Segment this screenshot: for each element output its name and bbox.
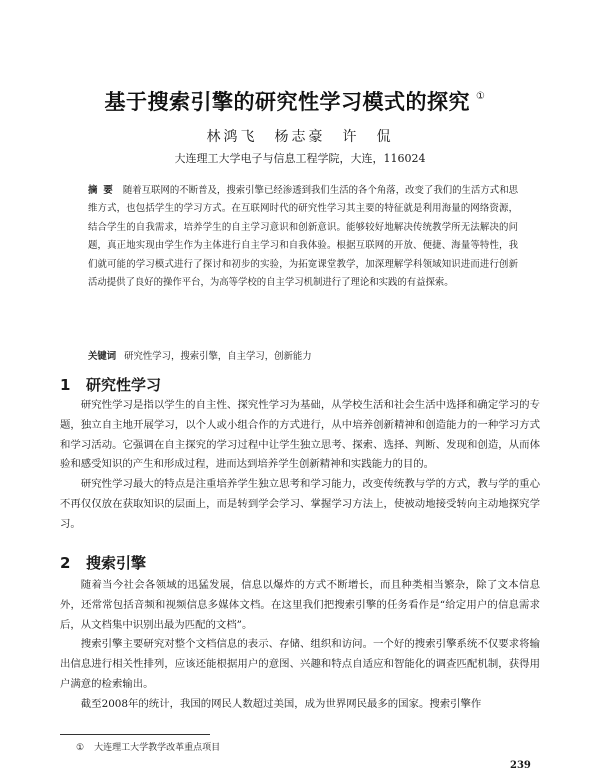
affiliation: 大连理工大学电子与信息工程学院，大连，116024 <box>174 152 426 165</box>
section-number: 2 <box>60 554 71 572</box>
footnote <box>76 740 220 753</box>
section-heading <box>60 552 146 573</box>
footnote-marker: ① <box>76 743 85 753</box>
keywords-text: 研究性学习，搜索引擎，自主学习，创新能力 <box>124 351 312 362</box>
section-body <box>60 576 540 715</box>
title-text: 基于搜索引擎的研究性学习模式的探究 <box>104 90 471 114</box>
paragraph: 截至2008年的统计，我国的网民人数超过美国，成为世界网民最多的国家。搜索引擎作 <box>80 697 482 710</box>
paragraph: 研究性学习是指以学生的自主性、探究性学习为基础，从学校生活和社会生活中选择和确定学习的专题，独立自主地开展学习，以个人或小组合作的方式进行，从中培养创新精神和创造能力的一种学习方式和学习活动。它强调在自主探究的学习过程中让学生独立思考、探索、选择、判断、发现和创造，从而体验和感受知识的产生和形成过程，进而达到培养学生创新精神和实践能力的目的。 <box>60 399 540 471</box>
paper-title <box>60 86 530 116</box>
keywords <box>88 348 518 362</box>
abstract-text: 随着互联网的不断普及，搜索引擎已经渗透到我们生活的各个角落，改变了我们的生活方式和思维方式，也包括学生的学习方式。在互联网时代的研究性学习其主要的特征就是利用海量的网络资源，结合学生的自我需求，培养学生的自主学习意识和创新意识。能够较好地解决传统教学所无法解决的问题，真正地实现由学生作为主体进行自主学习和自我体验。根据互联网的开放、便捷、海量等特性，我们就可能的学习模式进行了探讨和初步的实验，为拓宽课堂教学，加深理解学科领域知识进而进行创新活动提供了良好的操作平台，为高等学校的自主学习机制进行了理论和实践的有益探索。 <box>88 185 518 289</box>
paragraph: 研究性学习最大的特点是注重培养学生独立思考和学习能力，改变传统教与学的方式，教与学的重心不再仅仅放在获取知识的层面上，而是转到学会学习、掌握学习方法上，使被动地接受转向主动地探究学习。 <box>60 478 540 530</box>
section-number: 1 <box>60 376 71 394</box>
title-footnote-marker: ① <box>476 91 486 102</box>
footnote-text: 大连理工大学教学改革重点项目 <box>94 743 221 753</box>
abstract-label: 摘要 <box>88 185 119 196</box>
keywords-label: 关键词 <box>88 351 117 362</box>
author-list: 林鸿飞 杨志豪 许 侃 <box>206 129 394 145</box>
section-title: 搜索引擎 <box>86 554 147 572</box>
footnote-divider <box>60 734 210 735</box>
paragraph: 随着当今社会各领域的迅猛发展，信息以爆炸的方式不断增长，而且种类相当繁杂，除了文本信息外，还常常包括音频和视频信息多媒体文档。在这里我们把搜索引擎的任务看作是“给定用户的信息需求后，从文档集中识别出最为匹配的文档”。 <box>60 579 540 631</box>
page-number: 239 <box>510 760 531 771</box>
section-body <box>60 396 540 535</box>
paragraph: 搜索引擎主要研究对整个文档信息的表示、存储、组织和访问。一个好的搜索引擎系统不仅要求将输出信息进行相关性排列，应该还能根据用户的意图、兴趣和特点自适应和智能化的调查匹配机制，获得用户满意的检索输出。 <box>60 638 540 690</box>
abstract <box>88 182 518 292</box>
section-title: 研究性学习 <box>86 376 162 394</box>
section-heading <box>60 374 161 395</box>
